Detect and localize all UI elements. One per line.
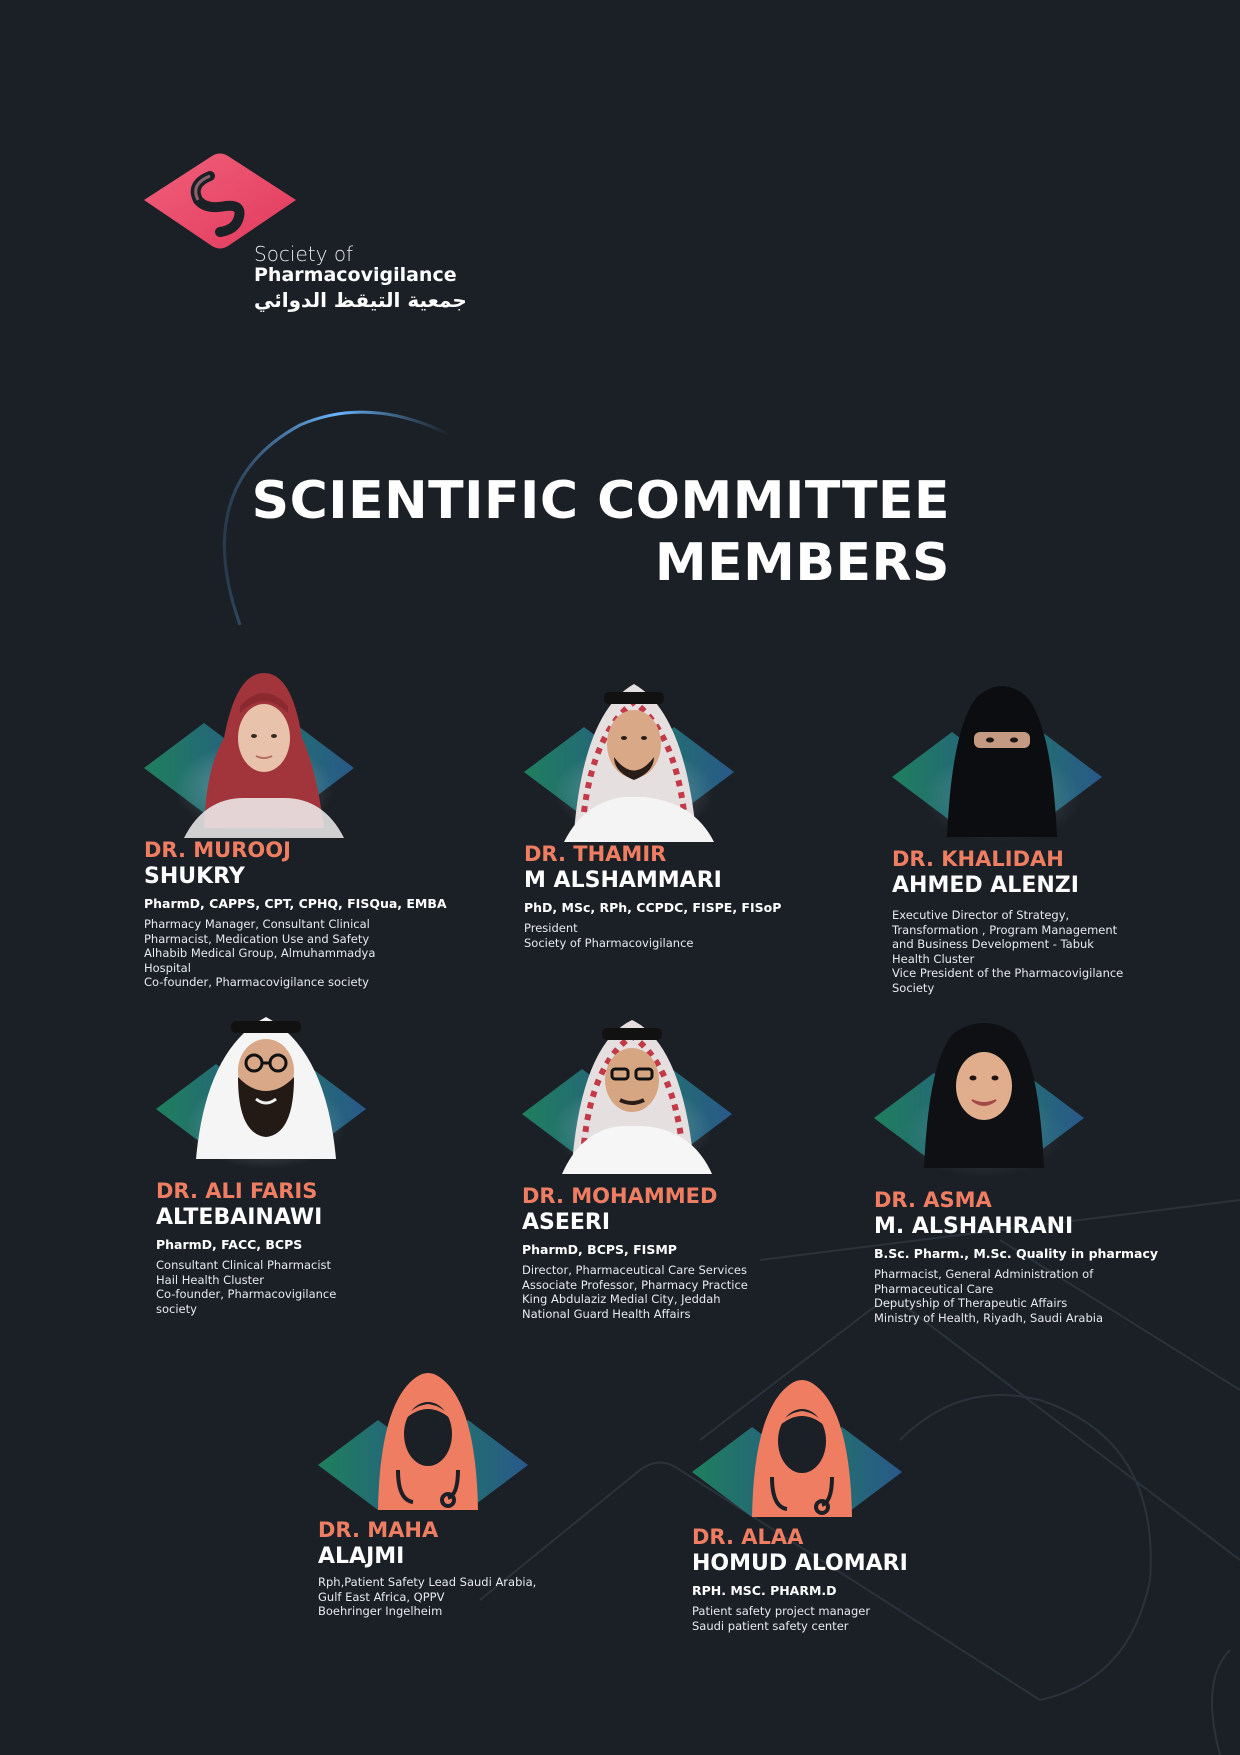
description-line: Vice President of the Pharmacovigilance [892,966,1124,980]
member-card [524,672,781,950]
description-line: Director, Pharmaceutical Care Services [522,1263,747,1277]
member-last-name: SHUKRY [144,864,245,889]
member-first-name: DR. ALAA [692,1525,804,1549]
description-line: National Guard Health Affairs [522,1306,691,1321]
woman-hijab-photo-icon [144,668,364,838]
member-card [156,1009,376,1316]
member-description [156,1258,376,1316]
description-line: Society of Pharmacovigilance [524,935,694,950]
member-credentials: RPH. MSC. PHARM.D [692,1583,837,1598]
member-portrait [522,1014,742,1184]
member-portrait [144,668,364,838]
woman-hijab-photo-2-icon [874,1018,1094,1178]
member-first-name: DR. ASMA [874,1188,992,1212]
description-line: Transformation , Program Management [892,922,1118,937]
member-description [318,1575,538,1619]
member-card [318,1370,538,1619]
man-shemagh-photo-icon [524,672,744,842]
member-portrait [318,1370,538,1518]
member-credentials: PhD, MSc, RPh, CCPDC, FISPE, FISoP [524,900,782,915]
description-line: Society [892,980,935,995]
member-description [144,917,447,990]
member-last-name: ASEERI [522,1210,611,1235]
title-line-1: SCIENTIFIC COMMITTEE [251,471,950,531]
member-portrait [524,672,744,842]
member-card [892,677,1123,995]
logo-text-pharmacovigilance: Pharmacovigilance [254,264,457,286]
title-line-2: MEMBERS [654,533,950,593]
member-last-name: M ALSHAMMARI [524,868,722,893]
member-credentials: PharmD, CAPPS, CPT, CPHQ, FISQua, EMBA [144,896,447,911]
description-line: Alhabib Medical Group, Almuhammadya [144,946,376,960]
member-description [874,1267,1158,1325]
description-line: Pharmacist, General Administration of [874,1267,1094,1281]
page-title [250,470,950,594]
member-last-name: AHMED ALENZI [892,873,1079,898]
logo-text-society-of: Society of [254,242,354,266]
description-line: Executive Director of Strategy, [892,908,1070,922]
description-line: society [156,1301,197,1316]
description-line: Ministry of Health, Riyadh, Saudi Arabia [874,1310,1104,1325]
member-last-name: M. ALSHAHRANI [874,1214,1074,1239]
description-line: Deputyship of Therapeutic Affairs [874,1296,1068,1310]
description-line: Associate Professor, Pharmacy Practice [522,1277,748,1292]
description-line: Boehringer Ingelheim [318,1604,443,1618]
description-line: King Abdulaziz Medial City, Jeddah [522,1292,721,1306]
member-portrait [156,1009,376,1179]
description-line: Pharmaceutical Care [874,1281,994,1296]
member-first-name: DR. THAMIR [524,842,667,866]
description-line: Hospital [144,960,191,975]
description-line: Rph,Patient Safety Lead Saudi Arabia, [318,1575,537,1589]
member-description [524,921,781,950]
description-line: Co-founder, Pharmacovigilance society [144,975,369,989]
member-credentials: PharmD, FACC, BCPS [156,1237,303,1252]
society-logo [140,150,470,325]
description-line: and Business Development - Tabuk [892,937,1094,951]
member-last-name: HOMUD ALOMARI [692,1551,908,1576]
member-card [692,1377,912,1633]
description-line: Pharmacy Manager, Consultant Clinical [144,917,370,931]
member-first-name: DR. MUROOJ [144,838,291,862]
member-card [522,1014,748,1321]
description-line: Consultant Clinical Pharmacist [156,1258,332,1272]
description-line: Pharmacist, Medication Use and Safety [144,931,370,946]
logo-text-arabic: جمعية التيقظ الدوائي [254,287,467,312]
female-doctor-placeholder-icon [318,1370,538,1518]
description-line: Gulf East Africa, QPPV [318,1589,445,1604]
member-portrait [892,677,1112,847]
member-credentials: B.Sc. Pharm., M.Sc. Quality in pharmacy [874,1246,1159,1261]
member-description [692,1604,912,1633]
member-first-name: DR. MOHAMMED [522,1184,718,1208]
member-first-name: DR. KHALIDAH [892,847,1064,871]
man-shemagh-glasses-photo-icon [522,1014,742,1174]
member-description [892,908,1123,995]
member-portrait [874,1018,1094,1188]
description-line: President [524,921,578,935]
member-description [522,1263,748,1321]
member-card [144,668,447,990]
description-line: Saudi patient safety center [692,1618,849,1633]
member-first-name: DR. MAHA [318,1518,439,1542]
member-portrait [692,1377,912,1525]
description-line: Patient safety project manager [692,1604,871,1618]
woman-niqab-photo-icon [892,677,1112,847]
description-line: Health Cluster [892,951,975,966]
member-last-name: ALTEBAINAWI [156,1205,323,1230]
female-doctor-placeholder-icon [692,1377,912,1525]
description-line: Hail Health Cluster [156,1272,264,1287]
man-ghutra-photo-icon [156,1009,376,1169]
member-last-name: ALAJMI [318,1544,405,1569]
member-first-name: DR. ALI FARIS [156,1179,318,1203]
member-credentials: PharmD, BCPS, FISMP [522,1242,677,1257]
member-card [874,1018,1158,1325]
description-line: Co-founder, Pharmacovigilance [156,1287,337,1301]
